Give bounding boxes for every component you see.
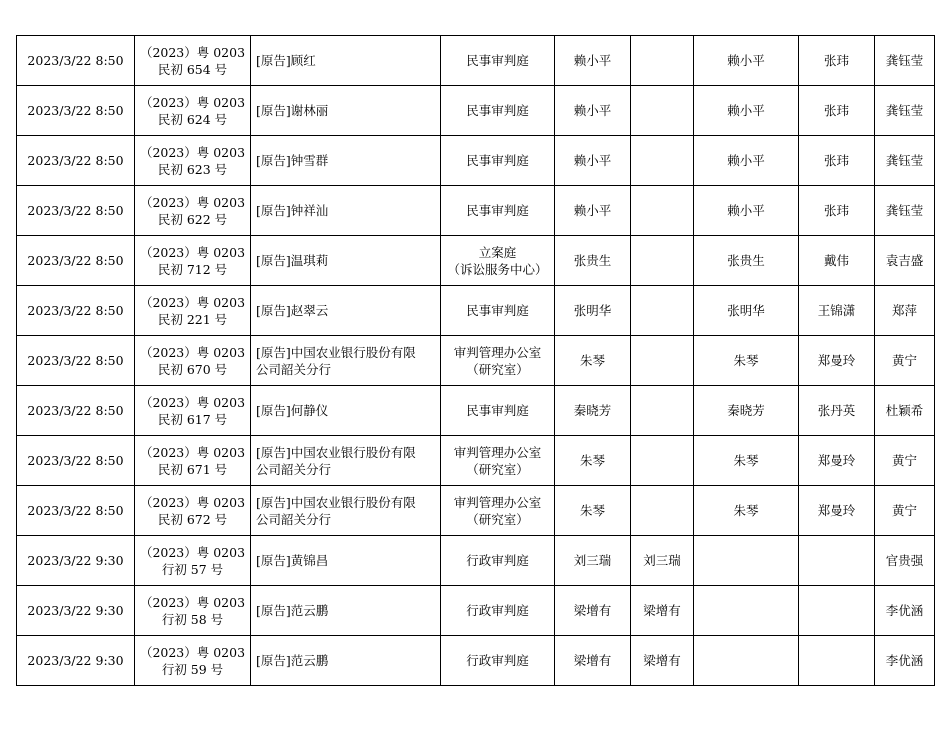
presiding-judge-name: 朱琴 — [733, 503, 759, 518]
assistant-cell — [799, 136, 875, 186]
tribunal-line1: 民事审判庭 — [466, 153, 529, 168]
clerk-name: 袁吉盛 — [885, 253, 924, 268]
hearing-time-cell — [17, 36, 135, 86]
judge-cell — [555, 186, 631, 236]
tribunal-line2: （诉讼服务中心） — [447, 261, 548, 277]
hearing-time: 2023/3/22 8:50 — [27, 353, 124, 368]
tribunal-line1: 行政审判庭 — [466, 653, 529, 668]
clerk-name: 郑萍 — [891, 303, 917, 318]
case-number-line2: 民初 221 号 — [157, 311, 228, 327]
presiding-judge-cell — [694, 86, 799, 136]
judge-cell — [555, 86, 631, 136]
case-number-cell — [135, 236, 251, 286]
clerk-name: 官贵强 — [885, 553, 924, 568]
party-cell — [251, 636, 441, 686]
case-number-cell — [135, 486, 251, 536]
hearing-time-cell — [17, 386, 135, 436]
party-line1: [原告]谢林丽 — [256, 103, 329, 118]
tribunal-line1: 民事审判庭 — [466, 103, 529, 118]
hearing-time: 2023/3/22 8:50 — [27, 153, 124, 168]
case-number-line2: 行初 57 号 — [161, 561, 224, 577]
presiding-judge-cell — [694, 536, 799, 586]
assistant-name: 张丹英 — [817, 403, 856, 418]
table-body — [17, 36, 935, 686]
table-row — [17, 186, 935, 236]
assistant-name: 郑曼玲 — [817, 353, 856, 368]
clerk-name: 李优涵 — [885, 603, 924, 618]
party-cell — [251, 536, 441, 586]
party-cell — [251, 286, 441, 336]
clerk-name: 黄宁 — [891, 353, 917, 368]
presiding-judge-name: 赖小平 — [727, 203, 765, 218]
party-cell — [251, 86, 441, 136]
hearing-time: 2023/3/22 8:50 — [27, 253, 124, 268]
col6-cell — [631, 236, 694, 286]
judge-name: 梁增有 — [573, 603, 612, 618]
presiding-judge-cell — [694, 236, 799, 286]
party-cell — [251, 136, 441, 186]
party-line1: [原告]钟祥汕 — [256, 203, 329, 218]
party-line1: [原告]何静仪 — [256, 403, 329, 418]
assistant-cell — [799, 186, 875, 236]
case-number-line2: 行初 58 号 — [161, 611, 224, 627]
hearing-time-cell — [17, 236, 135, 286]
judge-cell — [555, 436, 631, 486]
col6-cell — [631, 86, 694, 136]
case-number-line1: （2023）粤 0203 — [139, 394, 246, 410]
party-cell — [251, 36, 441, 86]
table-row — [17, 536, 935, 586]
assistant-name: 戴伟 — [823, 253, 849, 268]
tribunal-cell — [441, 36, 555, 86]
presiding-judge-name: 张贵生 — [727, 253, 765, 268]
tribunal-line1: 民事审判庭 — [466, 203, 529, 218]
tribunal-line1: 行政审判庭 — [466, 553, 529, 568]
case-number-cell — [135, 36, 251, 86]
case-number-cell — [135, 586, 251, 636]
clerk-cell — [875, 636, 935, 686]
assistant-name: 郑曼玲 — [817, 503, 856, 518]
party-cell — [251, 586, 441, 636]
judge-name: 梁增有 — [573, 653, 612, 668]
table-row — [17, 236, 935, 286]
hearing-time-cell — [17, 136, 135, 186]
col6-name: 刘三瑞 — [643, 553, 681, 568]
clerk-name: 龚钰莹 — [885, 103, 924, 118]
tribunal-cell — [441, 636, 555, 686]
case-number-cell — [135, 186, 251, 236]
presiding-judge-name: 张明华 — [727, 303, 765, 318]
party-cell — [251, 436, 441, 486]
case-number-cell — [135, 336, 251, 386]
clerk-cell — [875, 236, 935, 286]
presiding-judge-name: 赖小平 — [727, 53, 765, 68]
case-number-line2: 民初 671 号 — [157, 461, 228, 477]
party-cell — [251, 386, 441, 436]
col6-cell — [631, 386, 694, 436]
assistant-cell — [799, 386, 875, 436]
party-line2: 公司韶关分行 — [256, 461, 332, 477]
case-number-line2: 民初 624 号 — [157, 111, 228, 127]
judge-cell — [555, 386, 631, 436]
case-number-line2: 行初 59 号 — [161, 661, 224, 677]
clerk-name: 龚钰莹 — [885, 53, 924, 68]
tribunal-cell — [441, 136, 555, 186]
hearing-time-cell — [17, 336, 135, 386]
presiding-judge-name: 秦晓芳 — [727, 403, 765, 418]
party-line1: [原告]赵翠云 — [256, 303, 329, 318]
tribunal-cell — [441, 436, 555, 486]
table-row — [17, 86, 935, 136]
judge-name: 秦晓芳 — [573, 403, 612, 418]
table-row — [17, 486, 935, 536]
assistant-cell — [799, 436, 875, 486]
col6-name: 梁增有 — [643, 603, 681, 618]
table-row — [17, 586, 935, 636]
case-number-cell — [135, 636, 251, 686]
col6-cell — [631, 436, 694, 486]
hearing-time-cell — [17, 586, 135, 636]
judge-cell — [555, 336, 631, 386]
table-row — [17, 636, 935, 686]
assistant-name: 王锦潇 — [817, 303, 856, 318]
hearing-time-cell — [17, 636, 135, 686]
party-line1: [原告]黄锦昌 — [256, 553, 329, 568]
table-row — [17, 336, 935, 386]
tribunal-line1: 民事审判庭 — [466, 303, 529, 318]
presiding-judge-cell — [694, 636, 799, 686]
clerk-name: 李优涵 — [885, 653, 924, 668]
case-number-line2: 民初 712 号 — [157, 261, 228, 277]
hearing-time: 2023/3/22 9:30 — [27, 603, 124, 618]
table-row — [17, 436, 935, 486]
table-row — [17, 136, 935, 186]
assistant-cell — [799, 636, 875, 686]
party-cell — [251, 336, 441, 386]
presiding-judge-name: 赖小平 — [727, 153, 765, 168]
case-number-line1: （2023）粤 0203 — [139, 144, 246, 160]
col6-cell — [631, 586, 694, 636]
hearing-time-cell — [17, 536, 135, 586]
presiding-judge-name: 赖小平 — [727, 103, 765, 118]
col6-cell — [631, 336, 694, 386]
tribunal-cell — [441, 286, 555, 336]
clerk-name: 龚钰莹 — [885, 153, 924, 168]
clerk-cell — [875, 186, 935, 236]
judge-name: 赖小平 — [573, 103, 612, 118]
presiding-judge-cell — [694, 36, 799, 86]
tribunal-cell — [441, 386, 555, 436]
judge-name: 赖小平 — [573, 53, 612, 68]
case-number-line2: 民初 617 号 — [157, 411, 228, 427]
clerk-name: 杜颖希 — [885, 403, 924, 418]
party-line1: [原告]温琪莉 — [256, 253, 329, 268]
assistant-cell — [799, 536, 875, 586]
assistant-name: 张玮 — [823, 203, 849, 218]
assistant-cell — [799, 36, 875, 86]
assistant-cell — [799, 286, 875, 336]
case-number-line1: （2023）粤 0203 — [139, 494, 246, 510]
clerk-cell — [875, 286, 935, 336]
assistant-cell — [799, 236, 875, 286]
judge-cell — [555, 136, 631, 186]
case-number-line1: （2023）粤 0203 — [139, 344, 246, 360]
tribunal-cell — [441, 186, 555, 236]
presiding-judge-cell — [694, 586, 799, 636]
hearing-time: 2023/3/22 9:30 — [27, 553, 124, 568]
tribunal-line2: （研究室） — [466, 361, 529, 377]
hearing-time-cell — [17, 486, 135, 536]
presiding-judge-cell — [694, 186, 799, 236]
hearing-time: 2023/3/22 8:50 — [27, 503, 124, 518]
tribunal-line1: 行政审判庭 — [466, 603, 529, 618]
tribunal-line1: 审判管理办公室 — [453, 444, 542, 460]
clerk-name: 黄宁 — [891, 453, 917, 468]
clerk-cell — [875, 336, 935, 386]
party-line1: [原告]中国农业银行股份有限 — [256, 444, 416, 460]
assistant-name: 张玮 — [823, 153, 849, 168]
judge-name: 朱琴 — [579, 353, 605, 368]
case-number-line2: 民初 622 号 — [157, 211, 228, 227]
judge-cell — [555, 636, 631, 686]
table-row — [17, 386, 935, 436]
col6-cell — [631, 136, 694, 186]
case-number-line2: 民初 623 号 — [157, 161, 228, 177]
tribunal-line1: 民事审判庭 — [466, 403, 529, 418]
presiding-judge-cell — [694, 286, 799, 336]
tribunal-cell — [441, 236, 555, 286]
presiding-judge-cell — [694, 486, 799, 536]
case-number-line1: （2023）粤 0203 — [139, 444, 246, 460]
judge-cell — [555, 536, 631, 586]
judge-cell — [555, 486, 631, 536]
clerk-cell — [875, 36, 935, 86]
tribunal-cell — [441, 536, 555, 586]
clerk-cell — [875, 586, 935, 636]
case-number-line1: （2023）粤 0203 — [139, 294, 246, 310]
clerk-cell — [875, 86, 935, 136]
col6-cell — [631, 36, 694, 86]
case-number-cell — [135, 136, 251, 186]
clerk-name: 黄宁 — [891, 503, 917, 518]
table-row — [17, 286, 935, 336]
party-line1: [原告]顾红 — [256, 53, 316, 68]
presiding-judge-name: 朱琴 — [733, 353, 759, 368]
tribunal-cell — [441, 586, 555, 636]
judge-cell — [555, 286, 631, 336]
assistant-cell — [799, 486, 875, 536]
tribunal-cell — [441, 336, 555, 386]
tribunal-line2: （研究室） — [466, 511, 529, 527]
col6-name: 梁增有 — [643, 653, 681, 668]
presiding-judge-name: 朱琴 — [733, 453, 759, 468]
assistant-name: 郑曼玲 — [817, 453, 856, 468]
clerk-cell — [875, 436, 935, 486]
hearing-time: 2023/3/22 8:50 — [27, 203, 124, 218]
party-line1: [原告]中国农业银行股份有限 — [256, 344, 416, 360]
clerk-cell — [875, 486, 935, 536]
hearing-time-cell — [17, 286, 135, 336]
tribunal-line1: 民事审判庭 — [466, 53, 529, 68]
party-cell — [251, 186, 441, 236]
judge-cell — [555, 36, 631, 86]
judge-name: 赖小平 — [573, 203, 612, 218]
case-number-line1: （2023）粤 0203 — [139, 194, 246, 210]
clerk-name: 龚钰莹 — [885, 203, 924, 218]
judge-name: 刘三瑞 — [573, 553, 612, 568]
case-number-line1: （2023）粤 0203 — [139, 94, 246, 110]
case-number-cell — [135, 86, 251, 136]
party-cell — [251, 486, 441, 536]
tribunal-line2: （研究室） — [466, 461, 529, 477]
tribunal-line1: 审判管理办公室 — [453, 344, 542, 360]
party-line1: [原告]钟雪群 — [256, 153, 329, 168]
party-line1: [原告]中国农业银行股份有限 — [256, 494, 416, 510]
clerk-cell — [875, 136, 935, 186]
col6-cell — [631, 636, 694, 686]
hearing-schedule-table — [16, 35, 935, 686]
hearing-time: 2023/3/22 8:50 — [27, 453, 124, 468]
presiding-judge-cell — [694, 436, 799, 486]
presiding-judge-cell — [694, 386, 799, 436]
case-number-line2: 民初 654 号 — [157, 61, 228, 77]
judge-cell — [555, 236, 631, 286]
col6-cell — [631, 486, 694, 536]
hearing-time-cell — [17, 436, 135, 486]
hearing-time: 2023/3/22 8:50 — [27, 403, 124, 418]
table-row — [17, 36, 935, 86]
case-number-cell — [135, 386, 251, 436]
party-line1: [原告]范云鹏 — [256, 653, 329, 668]
party-line2: 公司韶关分行 — [256, 511, 332, 527]
case-number-cell — [135, 286, 251, 336]
col6-cell — [631, 536, 694, 586]
hearing-time: 2023/3/22 8:50 — [27, 303, 124, 318]
tribunal-line1: 立案庭 — [478, 244, 517, 260]
presiding-judge-cell — [694, 336, 799, 386]
case-number-cell — [135, 536, 251, 586]
hearing-time: 2023/3/22 8:50 — [27, 53, 124, 68]
judge-cell — [555, 586, 631, 636]
clerk-cell — [875, 536, 935, 586]
case-number-line1: （2023）粤 0203 — [139, 244, 246, 260]
hearing-time-cell — [17, 186, 135, 236]
tribunal-cell — [441, 86, 555, 136]
col6-cell — [631, 286, 694, 336]
assistant-cell — [799, 86, 875, 136]
judge-name: 朱琴 — [579, 503, 605, 518]
assistant-name: 张玮 — [823, 103, 849, 118]
case-number-line2: 民初 670 号 — [157, 361, 228, 377]
clerk-cell — [875, 386, 935, 436]
judge-name: 赖小平 — [573, 153, 612, 168]
presiding-judge-cell — [694, 136, 799, 186]
party-line1: [原告]范云鹏 — [256, 603, 329, 618]
hearing-time: 2023/3/22 8:50 — [27, 103, 124, 118]
assistant-cell — [799, 336, 875, 386]
party-line2: 公司韶关分行 — [256, 361, 332, 377]
case-number-line2: 民初 672 号 — [157, 511, 228, 527]
tribunal-line1: 审判管理办公室 — [453, 494, 542, 510]
judge-name: 张贵生 — [573, 253, 612, 268]
tribunal-cell — [441, 486, 555, 536]
assistant-cell — [799, 586, 875, 636]
hearing-time-cell — [17, 86, 135, 136]
case-number-line1: （2023）粤 0203 — [139, 594, 246, 610]
hearing-time: 2023/3/22 9:30 — [27, 653, 124, 668]
col6-cell — [631, 186, 694, 236]
case-number-line1: （2023）粤 0203 — [139, 644, 246, 660]
assistant-name: 张玮 — [823, 53, 849, 68]
case-number-line1: （2023）粤 0203 — [139, 544, 246, 560]
judge-name: 朱琴 — [579, 453, 605, 468]
case-number-line1: （2023）粤 0203 — [139, 44, 246, 60]
party-cell — [251, 236, 441, 286]
case-number-cell — [135, 436, 251, 486]
judge-name: 张明华 — [573, 303, 612, 318]
